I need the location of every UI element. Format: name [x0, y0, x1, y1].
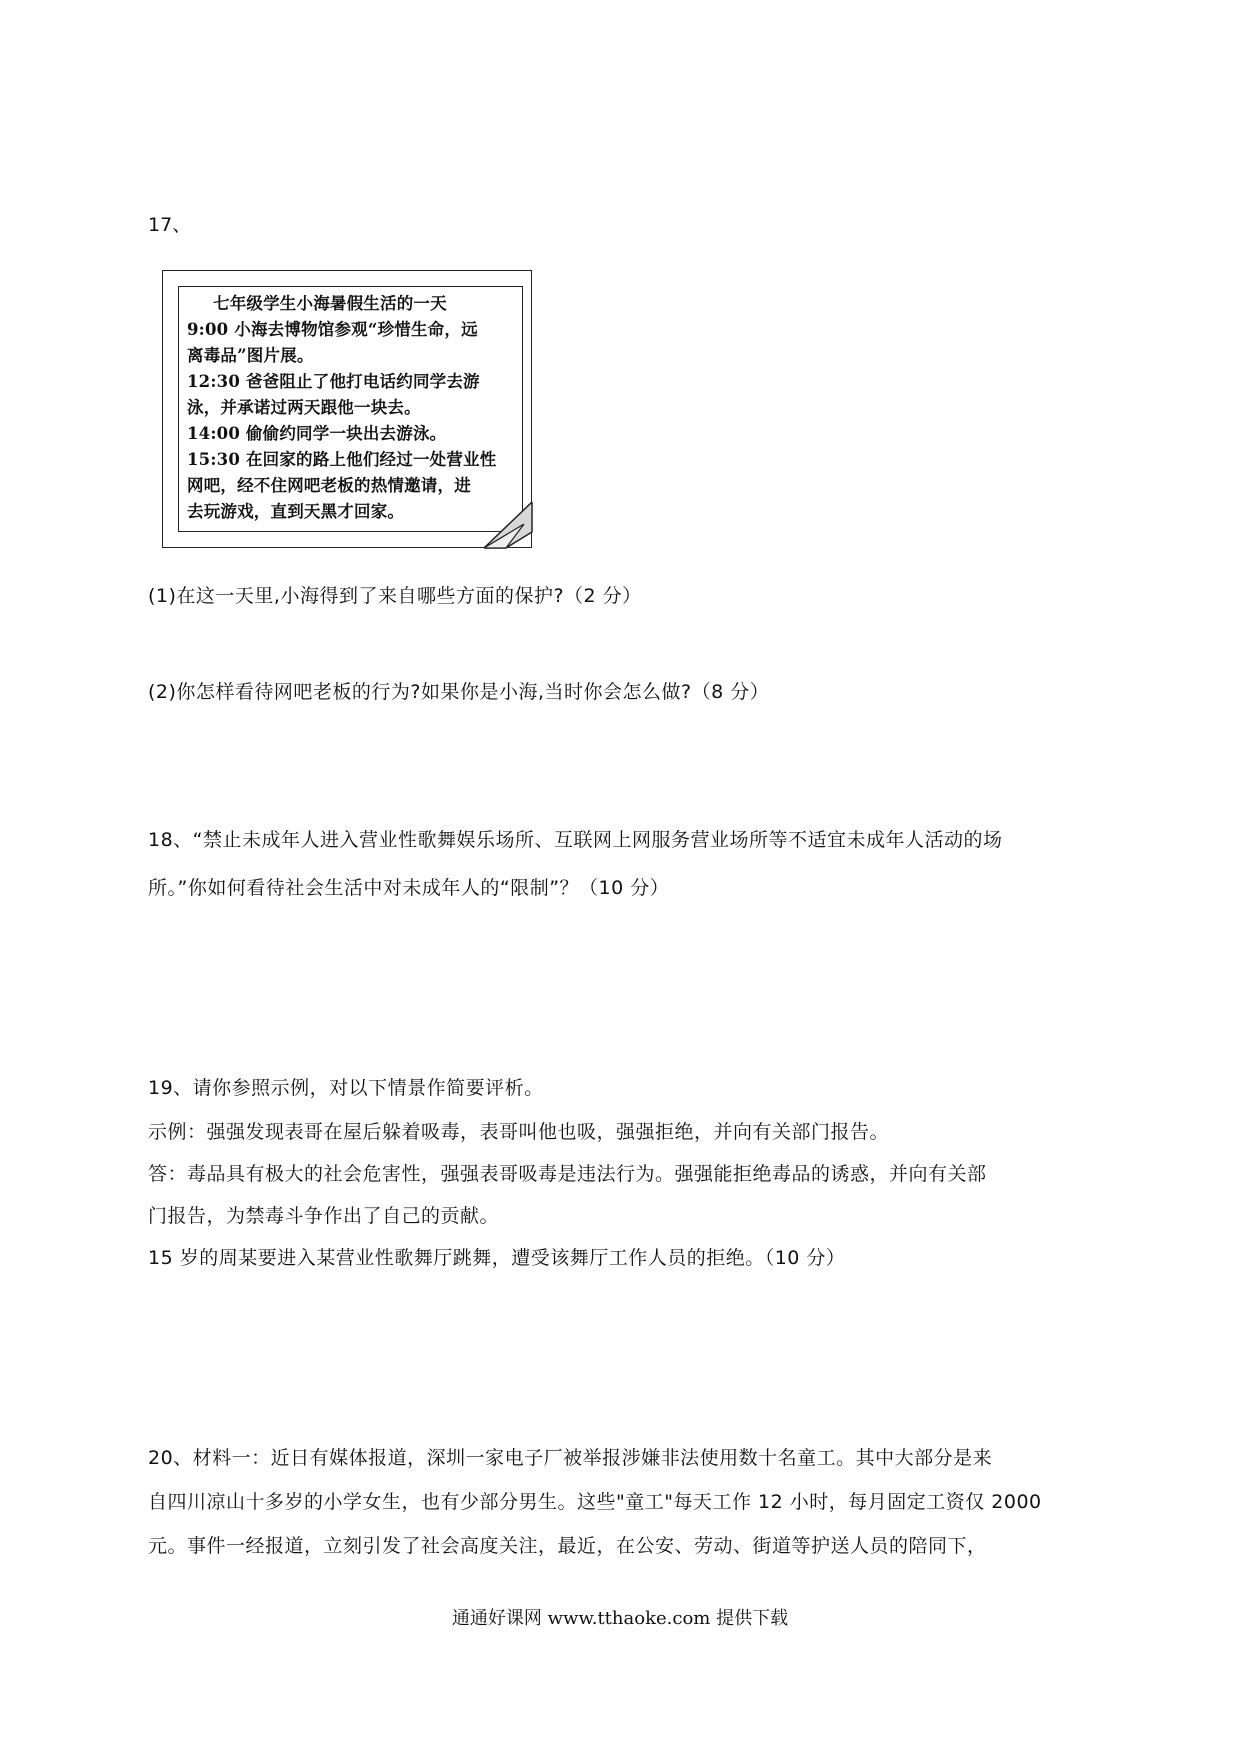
note-line: 9:00 小海去博物馆参观“珍惜生命，远	[187, 320, 478, 339]
question-20-line3: 元。事件一经报道，立刻引发了社会高度关注，最近，在公安、劳动、街道等护送人员的陪同下，	[148, 1535, 987, 1557]
question-19-example: 示例：强强发现表哥在屋后躲着吸毒，表哥叫他也吸，强强拒绝，并向有关部门报告。	[148, 1121, 890, 1143]
question-18-line1: 18、“禁止未成年人进入营业性歌舞娱乐场所、互联网上网服务营业场所等不适宜未成年人活动的场	[148, 829, 1003, 851]
question-19-line1: 19、请你参照示例，对以下情景作简要评析。	[148, 1077, 544, 1099]
question-17-sub2: (2)你怎样看待网吧老板的行为?如果你是小海,当时你会怎么做?（8 分）	[148, 681, 770, 703]
note-line: 泳，并承诺过两天跟他一块去。	[187, 398, 421, 417]
note-line: 15:30 在回家的路上他们经过一处营业性	[187, 450, 497, 469]
page-footer: 通通好课网 www.tthaoke.com 提供下载	[451, 1608, 789, 1629]
question-20-line2: 自四川凉山十多岁的小学女生，也有少部分男生。这些"童工"每天工作 12 小时，每月固定工资仅 2000	[148, 1491, 1042, 1513]
question-18-line2: 所。”你如何看待社会生活中对未成年人的“限制”？（10 分）	[148, 877, 670, 899]
note-line: 14:00 偷偷约同学一块出去游泳。	[187, 424, 447, 443]
question-17-sub1: (1)在这一天里,小海得到了来自哪些方面的保护?（2 分）	[148, 585, 642, 607]
note-line: 去玩游戏，直到天黑才回家。	[187, 502, 405, 521]
note-line: 离毒品”图片展。	[187, 346, 314, 365]
note-line: 网吧，经不住网吧老板的热情邀请，进	[187, 476, 471, 495]
question-19-answer-line1: 答：毒品具有极大的社会危害性，强强表哥吸毒是违法行为。强强能拒绝毒品的诱惑，并向有关部	[148, 1163, 987, 1185]
note-card	[178, 286, 523, 532]
note-title: 七年级学生小海暑假生活的一天	[213, 294, 447, 313]
page-curl-icon	[484, 502, 534, 550]
note-line: 12:30 爸爸阻止了他打电话约同学去游	[187, 372, 480, 391]
question-20-line1: 20、材料一：近日有媒体报道，深圳一家电子厂被举报涉嫌非法使用数十名童工。其中大部分是来	[148, 1447, 993, 1469]
question-17-number: 17、	[148, 214, 192, 236]
question-19-scenario: 15 岁的周某要进入某营业性歌舞厅跳舞，遭受该舞厅工作人员的拒绝。（10 分）	[148, 1247, 846, 1269]
question-19-answer-line2: 门报告，为禁毒斗争作出了自己的贡献。	[148, 1205, 500, 1227]
